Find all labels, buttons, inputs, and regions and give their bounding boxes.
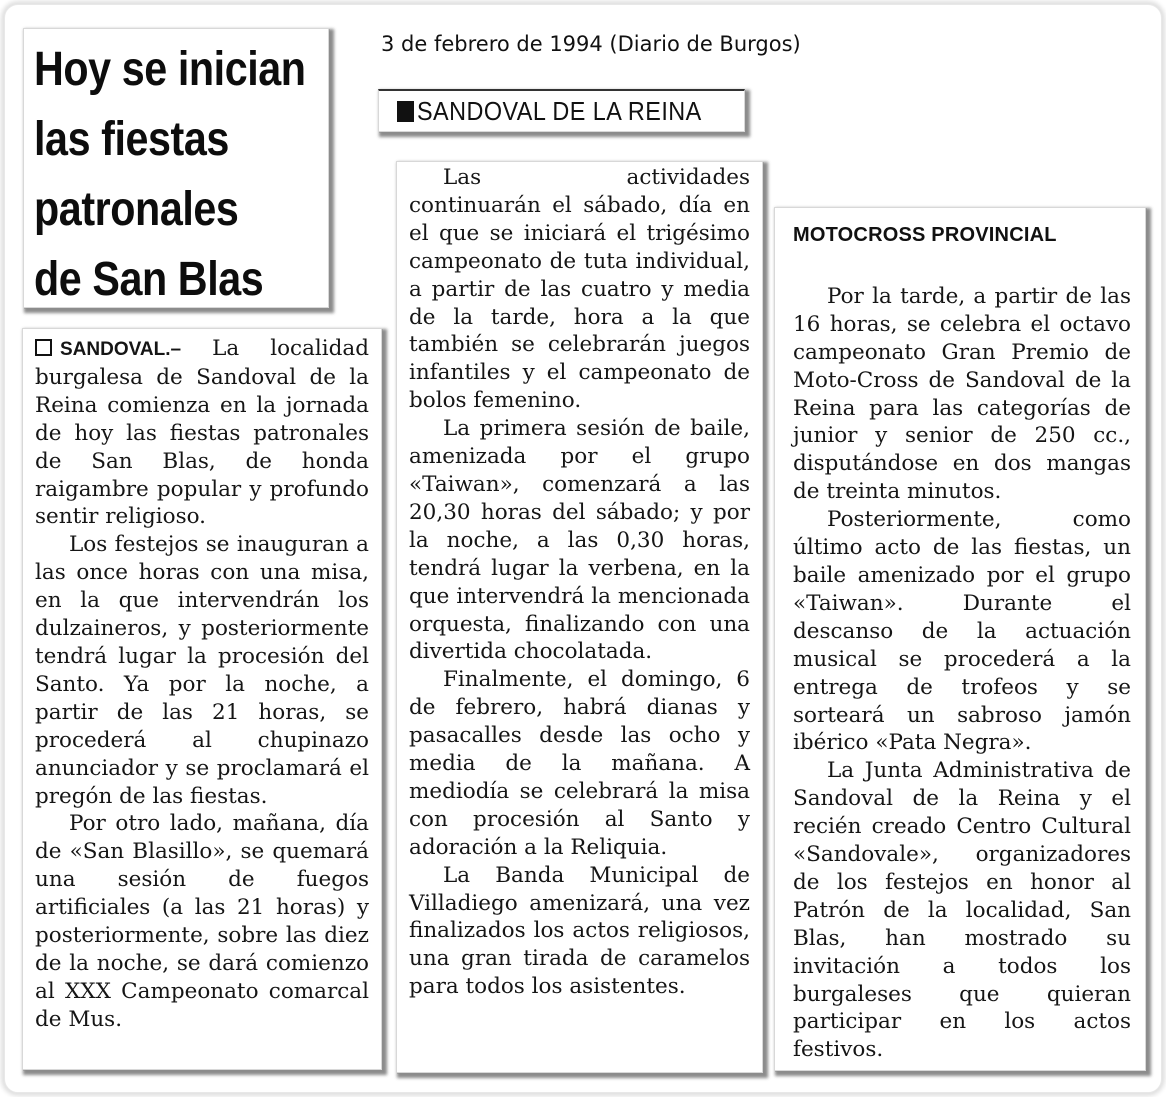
headline-clipping	[23, 28, 329, 308]
headline-line-1: Hoy se inician	[34, 43, 306, 96]
square-bullet-icon	[397, 101, 414, 122]
paragraph: Las actividades continuarán el sábado, día en el que se iniciará el trigésimo campeonato de tuta individual, a partir de las cuatro y media de la tarde, hora a la que también se celebrarán juegos infantiles y el campeonato de bolos femenino.	[409, 165, 750, 414]
paragraph: La primera sesión de baile, amenizada por el grupo «Taiwan», comenzará a las 20,30 horas del sábado; y por la noche, a las 0,30 horas, tendrá lugar la verbena, en la que intervendrá la mencionada orquesta, finalizando con una divertida chocolatada.	[409, 416, 750, 665]
paragraph: La Junta Administrativa de Sandoval de la Reina y el recién creado Centro Cultural «Sandovale», organizadores de los festejos en honor al Patrón de la localidad, San Blas, han mostrado su invitación a todos los burgaleses que quieran participar en los actos festivos.	[793, 758, 1131, 1063]
paragraph: Los festejos se inauguran a las once horas con una misa, en la que intervendrán los dulzaineros, y posteriormente tendrá lugar la procesión del Santo. Ya por la noche, a partir de las 21 horas, se procederá al chupinazo anunciador y se proclamará el pregón de las fiestas.	[35, 532, 369, 809]
headline-line-2: las fiestas	[34, 113, 229, 166]
headline-line-4: de San Blas	[34, 253, 264, 306]
dateline: 3 de febrero de 1994 (Diario de Burgos)	[381, 32, 801, 56]
paragraph: Finalmente, el domingo, 6 de febrero, habrá dianas y pasacalles desde las ocho y media de la mañana. A mediodía se celebrará la misa con procesión al Santo y adoración a la Reliquia.	[409, 667, 750, 860]
article-column-2	[396, 161, 763, 1073]
subheading: MOTOCROSS PROVINCIAL	[793, 224, 1057, 246]
paragraph: Por la tarde, a partir de las 16 horas, se celebra el octavo campeonato Gran Premio de Moto-Cross de Sandoval de la Reina para las categorías de junior y senior de 250 cc., disputándose en dos mangas de treinta minutos.	[793, 283, 1131, 505]
paragraph: Posteriormente, como último acto de las fiestas, un baile amenizado por el grupo «Taiwan». Durante el descanso de la actuación musical se procederá a la entrega de trofeos y se sorteará un sabroso jamón ibérico «Pata Negra».	[793, 507, 1131, 756]
lead-text: La localidad burgalesa de Sandoval de la Reina comienza en la jornada de hoy las fiestas patronales de San Blas, de honda raigambre popular y profundo sentir religioso.	[35, 336, 369, 530]
lead-word: SANDOVAL.–	[60, 339, 182, 360]
section-name: SANDOVAL DE LA REINA	[417, 95, 702, 126]
article-column-3	[774, 207, 1146, 1071]
checkbox-square-icon	[35, 339, 52, 356]
article-column-1	[22, 328, 382, 1070]
section-tag	[378, 89, 745, 132]
lead-paragraph	[35, 335, 369, 531]
paragraph: La Banda Municipal de Villadiego amenizará, una vez finalizados los actos religiosos, una gran tirada de caramelos para todos los asistentes.	[409, 862, 750, 1000]
headline-line-3: patronales	[34, 183, 239, 236]
headline	[34, 35, 344, 315]
paragraph: Por otro lado, mañana, día de «San Blasillo», se quemará una sesión de fuegos artificiales (a las 21 horas) y posteriormente, sobre las diez de la noche, se dará comienzo al XXX Campeonato comarcal de Mus.	[35, 811, 369, 1032]
